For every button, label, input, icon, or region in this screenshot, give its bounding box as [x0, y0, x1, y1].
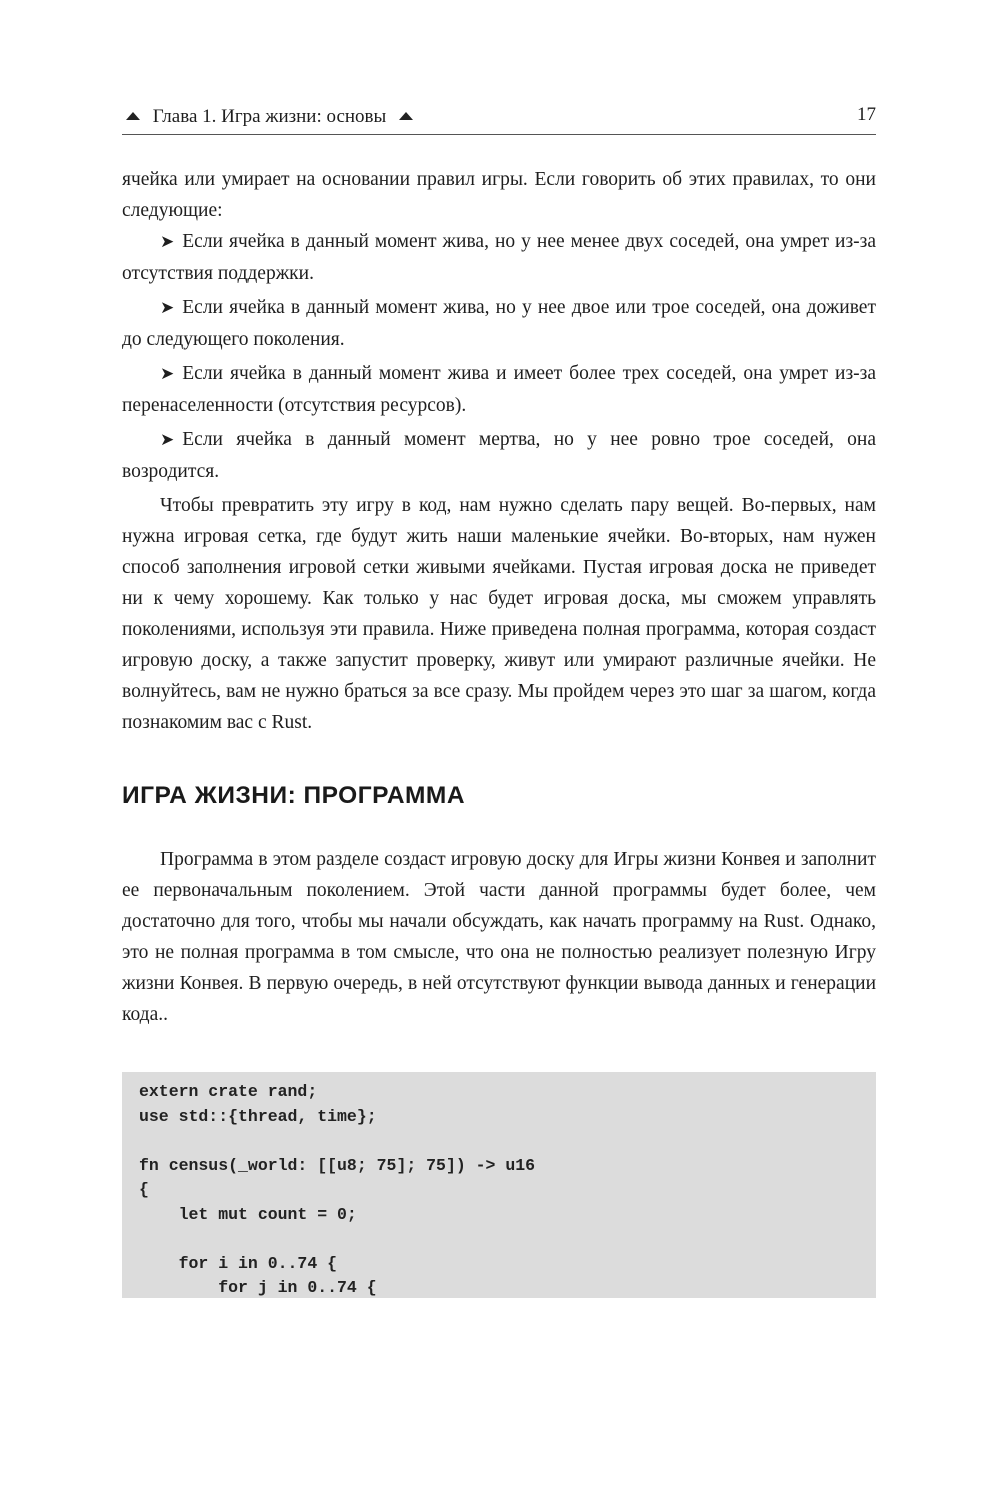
code-line: { — [139, 1180, 149, 1199]
body-text — [122, 164, 876, 738]
rule-text: Если ячейка в данный момент жива, но у нее двое или трое соседей, она доживет до следующего поколения. — [122, 297, 876, 350]
rule-item — [122, 226, 876, 289]
chapter-title-group — [126, 106, 413, 128]
running-header — [122, 104, 876, 135]
rule-item — [122, 424, 876, 487]
code-line: for j in 0..74 { — [139, 1278, 377, 1297]
code-line: extern crate rand; — [139, 1082, 318, 1101]
rule-item — [122, 358, 876, 421]
section-heading: ИГРА ЖИЗНИ: ПРОГРАММА — [122, 782, 466, 809]
rule-item — [122, 292, 876, 355]
triangle-right-icon — [399, 112, 413, 120]
rule-text: Если ячейка в данный момент жива и имеет более трех соседей, она умрет из-за перенаселенности (отсутствия ресурсов). — [122, 363, 876, 416]
code-line: let mut count = 0; — [139, 1204, 357, 1224]
code-line — [139, 1129, 876, 1154]
arrow-bullet-icon: ➤ — [160, 298, 175, 318]
chapter-title: Глава 1. Игра жизни: основы — [152, 106, 387, 127]
code-line — [139, 1227, 876, 1252]
rule-text: Если ячейка в данный момент мертва, но у нее ровно трое соседей, она возродится. — [122, 429, 876, 482]
paragraph: Программа в этом разделе создаст игровую доску для Игры жизни Конвея и заполнит ее первоначальным поколением. Этой части данной программы будет более, чем достаточно для того, чтобы мы начали обсуждать, как начать программу на Rust. Однако, это не полная программа в том смысле, что она не полностью реализует полезную Игру жизни Конвея. В первую очередь, в ней отсутствуют функции вывода данных и генерации кода.. — [122, 849, 876, 1025]
intro-paragraph: ячейка или умирает на основании правил игры. Если говорить об этих правилах, то они следующие: — [122, 169, 876, 221]
arrow-bullet-icon: ➤ — [160, 232, 175, 252]
code-line: fn census(_world: [[u8; 75]; 75]) -> u16 — [139, 1155, 536, 1175]
page-number: 17 — [857, 104, 876, 125]
triangle-left-icon — [126, 112, 140, 120]
code-listing — [122, 1072, 876, 1298]
code-line: use std::{thread, time}; — [139, 1106, 377, 1126]
arrow-bullet-icon: ➤ — [160, 430, 175, 450]
arrow-bullet-icon: ➤ — [160, 364, 175, 384]
code-line: for i in 0..74 { — [139, 1253, 338, 1273]
section-body — [122, 844, 876, 1030]
paragraph: Чтобы превратить эту игру в код, нам нужно сделать пару вещей. Во-первых, нам нужна игровая сетка, где будут жить наши маленькие ячейки. Во-вторых, нам нужен способ заполнения игровой сетки живыми ячейками. Пустая игровая доска не приведет ни к чему хорошему. Как только у нас будет игровая доска, мы сможем управлять поколениями, используя эти правила. Ниже приведена полная программа, которая создаст игровую доску, а также запустит проверку, живут или умирают различные ячейки. Не волнуйтесь, вам не нужно браться за все сразу. Мы пройдем через это шаг за шагом, когда познакомим вас с Rust. — [122, 495, 876, 733]
rule-text: Если ячейка в данный момент жива, но у нее менее двух соседей, она умрет из-за отсутствия поддержки. — [122, 231, 876, 284]
